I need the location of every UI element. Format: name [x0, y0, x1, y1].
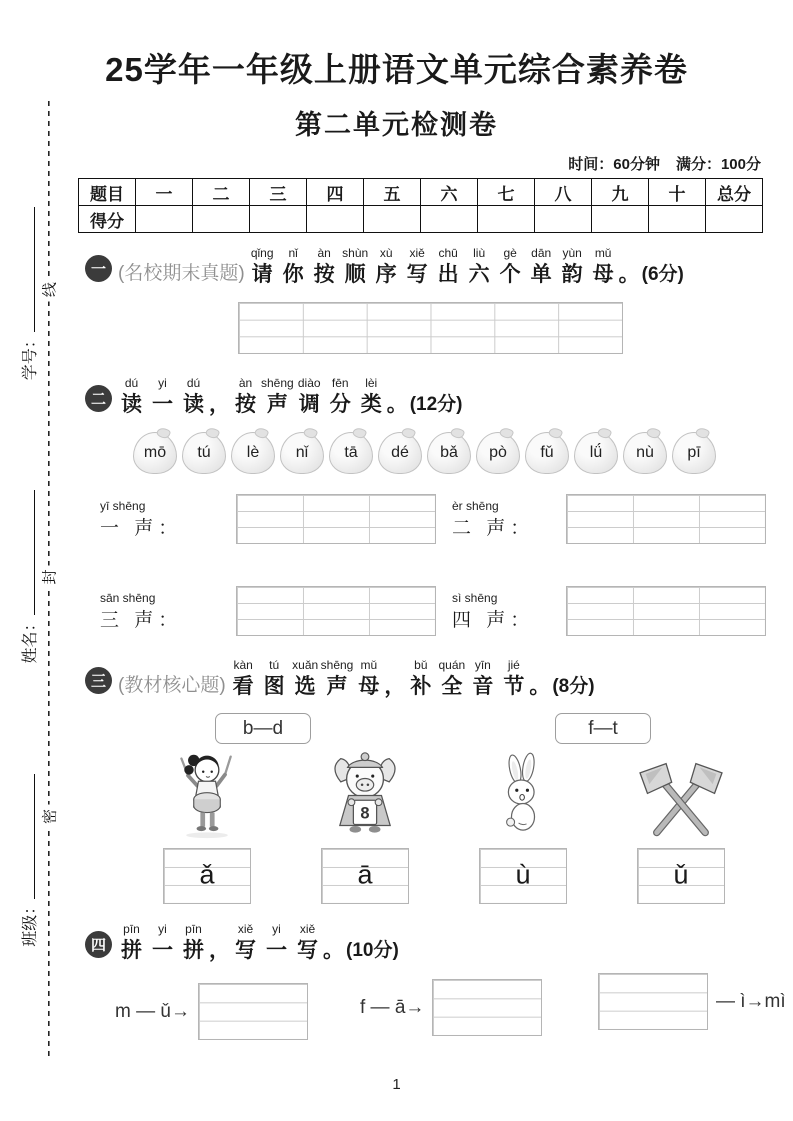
question-2-badge: 二 — [85, 385, 112, 412]
time-limit-label: 时间：60分钟 — [568, 156, 660, 173]
ruby-char: àn 按 — [313, 246, 335, 286]
ruby-char: qǐng 请 — [250, 246, 274, 286]
paper-subtitle: 第二单元检测卷 — [295, 110, 498, 140]
ruby-char: ， — [209, 939, 230, 962]
rabbit-icon — [492, 752, 554, 840]
syllable-peach — [672, 432, 716, 474]
tone-answer-grid[interactable] — [566, 494, 766, 544]
question-2-text — [116, 376, 408, 419]
question-3-score: (8分) — [552, 676, 595, 698]
spelling-item — [115, 983, 316, 1040]
tone-hanzi: 二 声： — [452, 517, 535, 539]
spelling-answer-box[interactable] — [432, 979, 542, 1036]
score-table-question-col: 五 — [364, 179, 421, 206]
ruby-char: 。 — [618, 263, 640, 286]
ruby-char: shùn 顺 — [342, 246, 369, 286]
score-input-cell[interactable] — [307, 206, 364, 233]
tone-answer-grid[interactable] — [236, 494, 436, 544]
score-table-question-col: 二 — [193, 179, 250, 206]
ruby-char: ， — [384, 675, 406, 698]
initial-options-row — [78, 710, 773, 748]
score-table-question-col: 四 — [307, 179, 364, 206]
syllable-peach — [427, 432, 471, 474]
fill-in-line[interactable] — [22, 207, 35, 332]
tone-classification-area — [78, 494, 773, 636]
ruby-char: diào 调 — [297, 376, 321, 416]
score-input-cell[interactable] — [649, 206, 706, 233]
initial-option-box: f—t — [555, 713, 651, 744]
syllable-peach — [182, 432, 226, 474]
syllable-peach — [574, 432, 618, 474]
ruby-char: bǔ 补 — [410, 658, 432, 698]
spelling-item — [360, 979, 550, 1036]
question-3-tag: (教材核心题) — [118, 675, 226, 697]
picture-item — [444, 750, 602, 904]
syllable-answer-box[interactable] — [479, 848, 567, 904]
paper-title: 25学年一年级上册语文单元综合素养卷 — [105, 51, 688, 88]
spelling-items-row — [78, 975, 786, 1060]
score-table-question-col: 一 — [136, 179, 193, 206]
fill-in-line[interactable] — [22, 774, 35, 899]
student-info-field — [17, 207, 40, 380]
vowel-answer-letter: ǎ — [199, 859, 215, 890]
question-4-text — [116, 922, 344, 965]
syllable-text: dé — [391, 444, 409, 462]
spelling-prompt: — ì→mì — [716, 990, 786, 1012]
tone-pinyin: sì shēng — [452, 590, 498, 605]
syllable-answer-box[interactable] — [637, 848, 725, 904]
svg-text:8: 8 — [360, 805, 370, 824]
tone-group — [100, 586, 452, 636]
score-table-header-row — [79, 179, 763, 206]
syllable-text: pī — [687, 444, 701, 462]
question-1-answer-grid[interactable] — [238, 302, 623, 354]
score-input-cell[interactable] — [193, 206, 250, 233]
score-table-question-col: 七 — [478, 179, 535, 206]
ruby-char: xiě 写 — [297, 922, 318, 962]
score-table-question-col: 三 — [250, 179, 307, 206]
score-input-cell[interactable] — [250, 206, 307, 233]
tone-hanzi: 三 声： — [100, 609, 183, 631]
syllable-text: nù — [636, 444, 654, 462]
seal-character: 线 — [39, 278, 60, 301]
ruby-char: liù 六 — [468, 246, 490, 286]
score-input-cell[interactable] — [706, 206, 763, 233]
score-input-cell[interactable] — [136, 206, 193, 233]
syllable-text: mō — [143, 444, 167, 462]
ruby-char: xù 序 — [375, 246, 397, 286]
ruby-char: dān 单 — [530, 246, 552, 286]
spelling-item — [590, 973, 786, 1030]
ruby-char: dú 读 — [183, 376, 204, 416]
syllable-answer-box[interactable] — [321, 848, 409, 904]
picture-item — [602, 750, 760, 904]
question-3-badge: 三 — [85, 667, 112, 694]
score-table-score-row — [79, 206, 763, 233]
ruby-char: gè 个 — [499, 246, 521, 286]
tone-group — [452, 494, 773, 544]
ruby-char: nǐ 你 — [282, 246, 304, 286]
ruby-char: shēng 声 — [261, 376, 294, 416]
field-label: 姓名： — [21, 615, 39, 664]
page-number: 1 — [392, 1076, 401, 1093]
syllable-text: pò — [489, 444, 507, 462]
ruby-char: yi 一 — [152, 922, 173, 962]
score-input-cell[interactable] — [535, 206, 592, 233]
syllable-text: tā — [344, 444, 358, 462]
seal-dashed-line — [39, 98, 59, 1056]
girl-drum-icon — [168, 750, 246, 840]
ruby-char: yùn 韵 — [561, 246, 583, 286]
seal-character: 封 — [39, 565, 60, 588]
ruby-char: yi 一 — [266, 922, 287, 962]
tone-label — [100, 591, 222, 632]
syllable-peach — [525, 432, 569, 474]
score-table-question-col: 九 — [592, 179, 649, 206]
illustration-axes — [633, 750, 729, 840]
question-1-header — [85, 246, 773, 289]
ruby-char: tú 图 — [263, 658, 285, 698]
ruby-char: fēn 分 — [329, 376, 351, 416]
question-3-header — [85, 658, 773, 701]
axes-icon — [633, 758, 729, 840]
ruby-char: xiě 写 — [406, 246, 428, 286]
tone-group — [452, 586, 773, 636]
question-1-badge: 一 — [85, 255, 112, 282]
exam-meta — [568, 153, 761, 174]
tone-label — [452, 499, 552, 540]
illustration-girl-drum — [168, 750, 246, 840]
spelling-answer-box[interactable] — [598, 973, 708, 1030]
vowel-answer-letter: ā — [357, 859, 373, 890]
picture-items-row — [78, 750, 773, 904]
question-4-score: (10分) — [346, 940, 399, 962]
ruby-char: 。 — [323, 939, 344, 962]
syllable-peach — [133, 432, 177, 474]
ruby-char: 。 — [529, 675, 551, 698]
question-2-header — [85, 376, 773, 419]
question-1-tag: (名校期末真题) — [118, 263, 245, 285]
tone-pinyin: èr shēng — [452, 498, 499, 513]
score-table-question-col: 十 — [649, 179, 706, 206]
question-4-badge: 四 — [85, 931, 112, 958]
ruby-char: xiě 写 — [235, 922, 256, 962]
question-1 — [78, 246, 773, 354]
question-2 — [78, 376, 773, 636]
tone-pinyin: yī shēng — [100, 498, 146, 513]
student-info-field — [17, 491, 40, 664]
illustration-pig-eight — [325, 750, 405, 840]
question-3-text — [228, 658, 551, 701]
tone-answer-grid[interactable] — [236, 586, 436, 636]
ruby-char: ， — [209, 393, 230, 416]
score-table — [78, 178, 763, 233]
syllable-text: lè — [246, 444, 260, 462]
student-info-field — [17, 774, 40, 947]
tone-hanzi: 一 声： — [100, 517, 183, 539]
ruby-char: mǔ 母 — [592, 246, 614, 286]
seal-character: 密 — [39, 805, 60, 828]
spelling-prompt: f — ā→ — [360, 996, 425, 1018]
ruby-char: quán 全 — [438, 658, 466, 698]
tone-label — [100, 499, 222, 540]
score-table-row-label: 题目 — [79, 179, 136, 206]
tone-answer-grid[interactable] — [566, 586, 766, 636]
question-1-score: (6分) — [641, 264, 684, 286]
syllable-peach — [329, 432, 373, 474]
syllable-text: nǐ — [295, 444, 309, 462]
ruby-char: àn 按 — [235, 376, 256, 416]
ruby-char: pīn 拼 — [121, 922, 142, 962]
score-input-cell[interactable] — [592, 206, 649, 233]
picture-item — [128, 750, 286, 904]
vowel-answer-letter: ǔ — [673, 859, 689, 890]
vowel-answer-letter: ù — [515, 859, 531, 890]
ruby-char: mǔ 母 — [358, 658, 380, 698]
tone-hanzi: 四 声： — [452, 609, 535, 631]
ruby-char: xuǎn 选 — [292, 658, 319, 698]
ruby-char: kàn 看 — [232, 658, 254, 698]
syllable-text: bǎ — [440, 444, 458, 462]
field-label: 学号： — [21, 332, 39, 381]
tone-pinyin: sān shēng — [100, 590, 156, 605]
syllable-peach-row — [133, 432, 773, 474]
ruby-char: yīn 音 — [472, 658, 494, 698]
score-input-cell[interactable] — [421, 206, 478, 233]
pig-with-number-icon — [325, 748, 405, 840]
syllable-text: lǘ — [589, 444, 603, 462]
syllable-answer-box[interactable] — [163, 848, 251, 904]
tone-label — [452, 591, 552, 632]
score-row-label: 得分 — [79, 206, 136, 233]
ruby-char: yi 一 — [152, 376, 173, 416]
ruby-char: shēng 声 — [320, 658, 354, 698]
ruby-char: lèi 类 — [360, 376, 382, 416]
question-1-text — [247, 246, 640, 289]
score-table-question-col: 六 — [421, 179, 478, 206]
ruby-char: jié 节 — [503, 658, 525, 698]
ruby-char: chū 出 — [437, 246, 459, 286]
question-4 — [78, 922, 786, 1060]
ruby-char: dú 读 — [121, 376, 142, 416]
syllable-text: fǔ — [540, 444, 554, 462]
full-score-label: 满分：100分 — [675, 156, 761, 173]
question-3 — [78, 658, 773, 904]
ruby-char: pīn 拼 — [183, 922, 204, 962]
score-table-question-col: 总分 — [706, 179, 763, 206]
spelling-answer-box[interactable] — [198, 983, 308, 1040]
field-label: 班级： — [21, 898, 39, 947]
spelling-prompt: m — ǔ→ — [115, 1000, 190, 1022]
illustration-rabbit — [492, 750, 554, 840]
score-table-question-col: 八 — [535, 179, 592, 206]
syllable-peach — [623, 432, 667, 474]
initial-option-box: b—d — [215, 713, 311, 744]
syllable-peach — [231, 432, 275, 474]
score-input-cell[interactable] — [364, 206, 421, 233]
question-2-score: (12分) — [409, 394, 463, 416]
ruby-char: 。 — [386, 393, 408, 416]
syllable-peach — [280, 432, 324, 474]
syllable-text: tú — [197, 444, 211, 462]
syllable-peach — [378, 432, 422, 474]
fill-in-line[interactable] — [22, 491, 35, 616]
picture-item — [286, 750, 444, 904]
score-input-cell[interactable] — [478, 206, 535, 233]
tone-group — [100, 494, 452, 544]
question-4-header — [85, 922, 773, 965]
syllable-peach — [476, 432, 520, 474]
